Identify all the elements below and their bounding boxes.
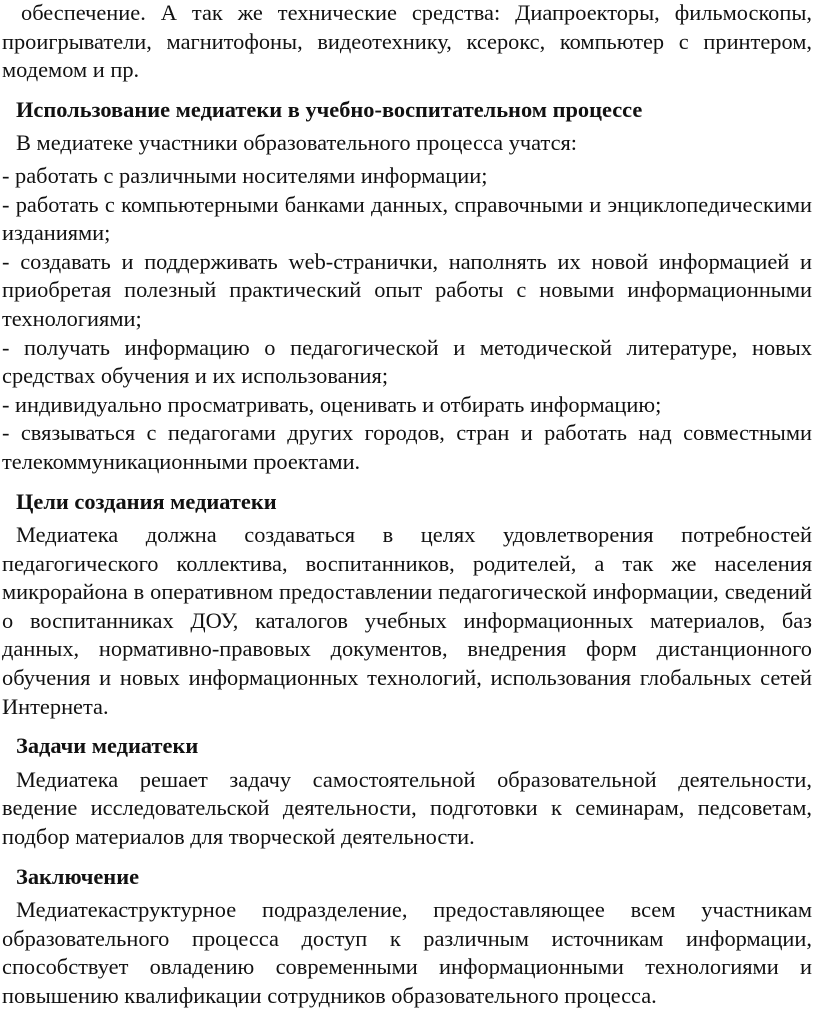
section-conclusion (2, 863, 812, 1011)
intro-paragraph: обеспечение. А так же технические средства: Диапроекторы, фильмоскопы, проигрыватели, магнитофоны, видеотехнику, ксерокс, компьютер с принтером, модемом и пр. (2, 0, 812, 83)
section-tasks-title: Задачи медиатеки (16, 733, 199, 759)
section-goals-text: Медиатека должна создаваться в целях удовлетворения потребностей педагогического коллектива, воспитанников, родителей, а так же населения микрорайона в оперативном предоставлении педагогической информации, сведений о воспитанниках ДОУ, каталогов учебных информационных материалов, баз данных, нормативно-правовых документов, внедрения форм дистанционного обучения и новых информационных технологий, использования глобальных сетей Интернета. (2, 522, 812, 719)
usage-list (2, 162, 812, 477)
list-item: - получать информацию о педагогической и методической литературе, новых средствах обучения и их использования; (2, 334, 812, 389)
section-goals (2, 488, 812, 722)
list-item: - связываться с педагогами других городов, стран и работать над совместными телекоммуникационными проектами. (2, 420, 812, 474)
section-usage (2, 96, 812, 477)
section-tasks (2, 732, 812, 851)
section-conclusion-title: Заключение (16, 863, 140, 889)
section-goals-title: Цели создания медиатеки (16, 488, 277, 514)
list-item: - работать с различными носителями информации; (2, 162, 488, 188)
section-usage-title: Использование медиатеки в учебно-воспитательном процессе (16, 96, 643, 122)
list-item: - работать с компьютерными банками данных, справочными и энциклопедическими изданиями; (2, 191, 812, 246)
list-item: - создавать и поддерживать web-странички, наполнять их новой информацией и приобретая полезный практический опыт работы с новыми информационными технологиями; (2, 248, 812, 331)
list-item: - индивидуально просматривать, оценивать и отбирать информацию; (2, 391, 662, 417)
section-tasks-text: Медиатека решает задачу самостоятельной образовательной деятельности, ведение исследовательской деятельности, подготовки к семинарам, педсоветам, подбор материалов для творческой деятельности. (2, 766, 812, 850)
section-conclusion-text: Медиатекаструктурное подразделение, предоставляющее всем участникам образовательного процесса доступ к различным источникам информации, способствует овладению современными информационными технологиями и повышению квалификации сотрудников образовательного процесса. (2, 897, 812, 1008)
section-usage-lead: В медиатеке участники образовательного процесса учатся: (16, 130, 578, 156)
